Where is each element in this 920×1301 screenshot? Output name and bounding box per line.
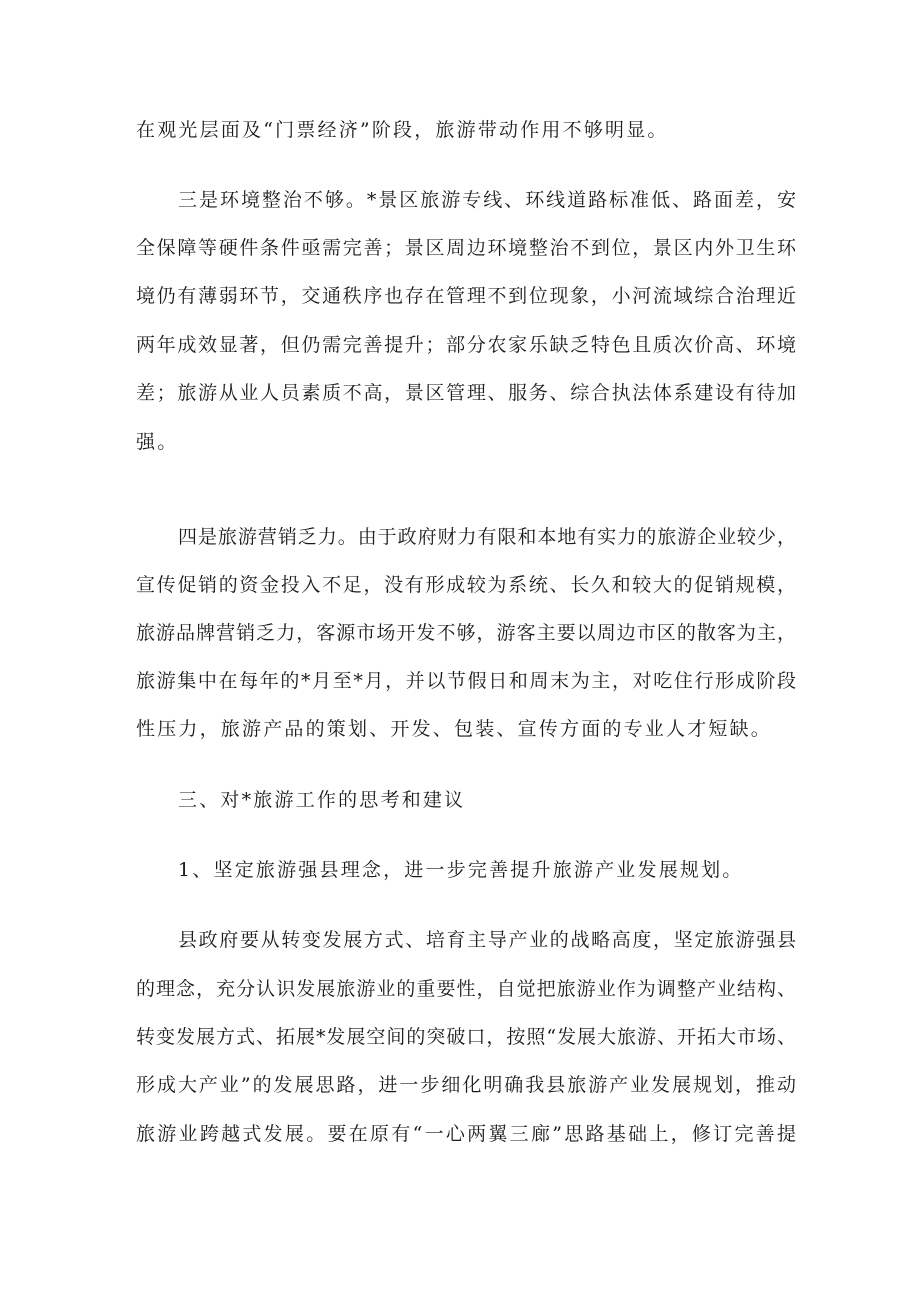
text-line: 县政府要从转变发展方式、培育主导产业的战略高度，坚定旅游强县 — [178, 929, 796, 951]
text-line: 的理念，充分认识发展旅游业的重要性，自觉把旅游业作为调整产业结构、 — [136, 978, 796, 1000]
text-line: 旅游集中在每年的*月至*月，并以节假日和周末为主，对吃住行形成阶段 — [136, 670, 796, 692]
text-line: 在观光层面及“门票经济”阶段，旅游带动作用不够明显。 — [136, 119, 669, 141]
text-line: 旅游业跨越式发展。要在原有“一心两翼三廊”思路基础上，修订完善提 — [136, 1123, 796, 1145]
paragraph-heading-line: 三是环境整治不够。*景区旅游专线、环线道路标准低、路面差，安 — [178, 189, 796, 211]
paragraph-heading-line: 四是旅游营销乏力。由于政府财力有限和本地有实力的旅游企业较少， — [178, 526, 796, 548]
text-line: 旅游品牌营销乏力，客源市场开发不够，游客主要以周边市区的散客为主， — [136, 622, 796, 644]
text-line: 境仍有薄弱环节，交通秩序也存在管理不到位现象，小河流域综合治理近 — [136, 285, 796, 307]
text-line: 转变发展方式、拓展*发展空间的突破口，按照“发展大旅游、开拓大市场、 — [136, 1026, 796, 1048]
text-line: 宣传促销的资金投入不足，没有形成较为系统、长久和较大的促销规模， — [136, 574, 796, 596]
subsection-heading: 1、坚定旅游强县理念，进一步完善提升旅游产业发展规划。 — [178, 859, 744, 881]
text-line: 全保障等硬件条件亟需完善；景区周边环境整治不到位，景区内外卫生环 — [136, 237, 796, 259]
text-line: 两年成效显著，但仍需完善提升；部分农家乐缺乏特色且质次价高、环境 — [136, 334, 796, 356]
text-line: 差；旅游从业人员素质不高，景区管理、服务、综合执法体系建设有待加 — [136, 382, 796, 404]
section-heading: 三、对*旅游工作的思考和建议 — [178, 789, 466, 811]
text-line: 性压力，旅游产品的策划、开发、包装、宣传方面的专业人才短缺。 — [136, 718, 773, 740]
text-line: 强。 — [136, 431, 179, 453]
text-line: 形成大产业”的发展思路，进一步细化明确我县旅游产业发展规划，推动 — [136, 1074, 796, 1096]
